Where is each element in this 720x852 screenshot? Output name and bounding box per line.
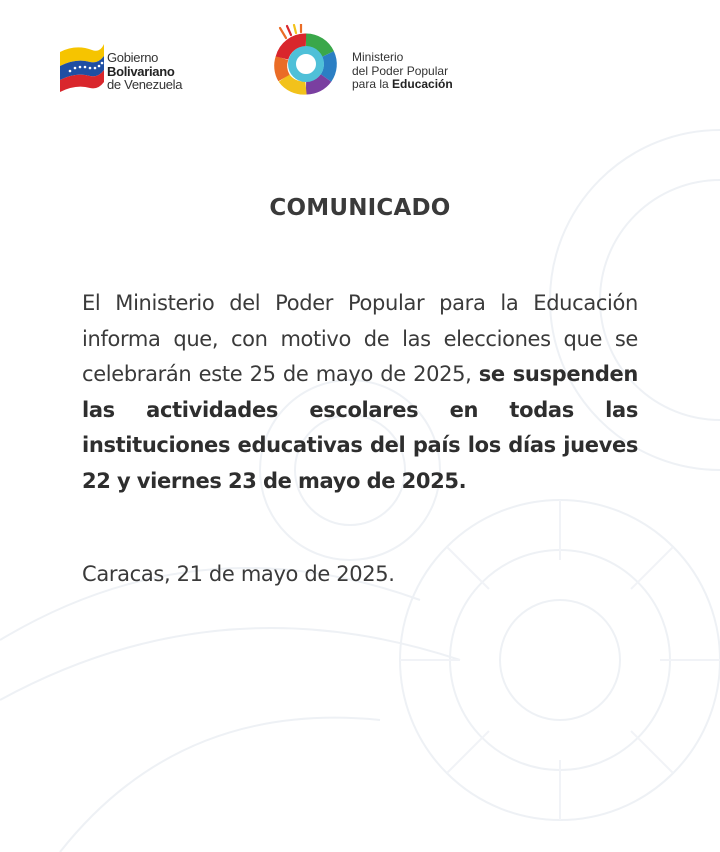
gobierno-line1: Gobierno xyxy=(107,50,159,65)
gobierno-bolivariano-logo xyxy=(58,38,208,92)
ministerio-emblem-icon xyxy=(266,24,346,104)
gobierno-line2: Bolivariano xyxy=(107,63,175,79)
venezuela-flag-icon xyxy=(58,38,106,92)
body-text-bold: se suspenden las actividades escolares en todas las instituciones educativas del país los días jueves 22 y viernes 23 de mayo de 2025. xyxy=(82,362,638,493)
ministerio-educacion-logo xyxy=(266,24,466,106)
ministerio-line2: del Poder Popular xyxy=(352,63,449,78)
ministerio-line3-bold: Educación xyxy=(392,77,453,91)
ministerio-line3-prefix: para la xyxy=(352,77,393,91)
dateline: Caracas, 21 de mayo de 2025. xyxy=(82,562,395,586)
body-paragraph xyxy=(82,286,638,500)
ministerio-line1: Ministerio xyxy=(352,50,404,64)
body-text-regular: El Ministerio del Poder Popular para la Educación informa que, con motivo de las elecciones que se celebrarán este 25 de mayo de 2025, xyxy=(82,291,638,387)
gobierno-line3: de Venezuela xyxy=(107,77,183,92)
page-title: COMUNICADO xyxy=(269,195,451,221)
